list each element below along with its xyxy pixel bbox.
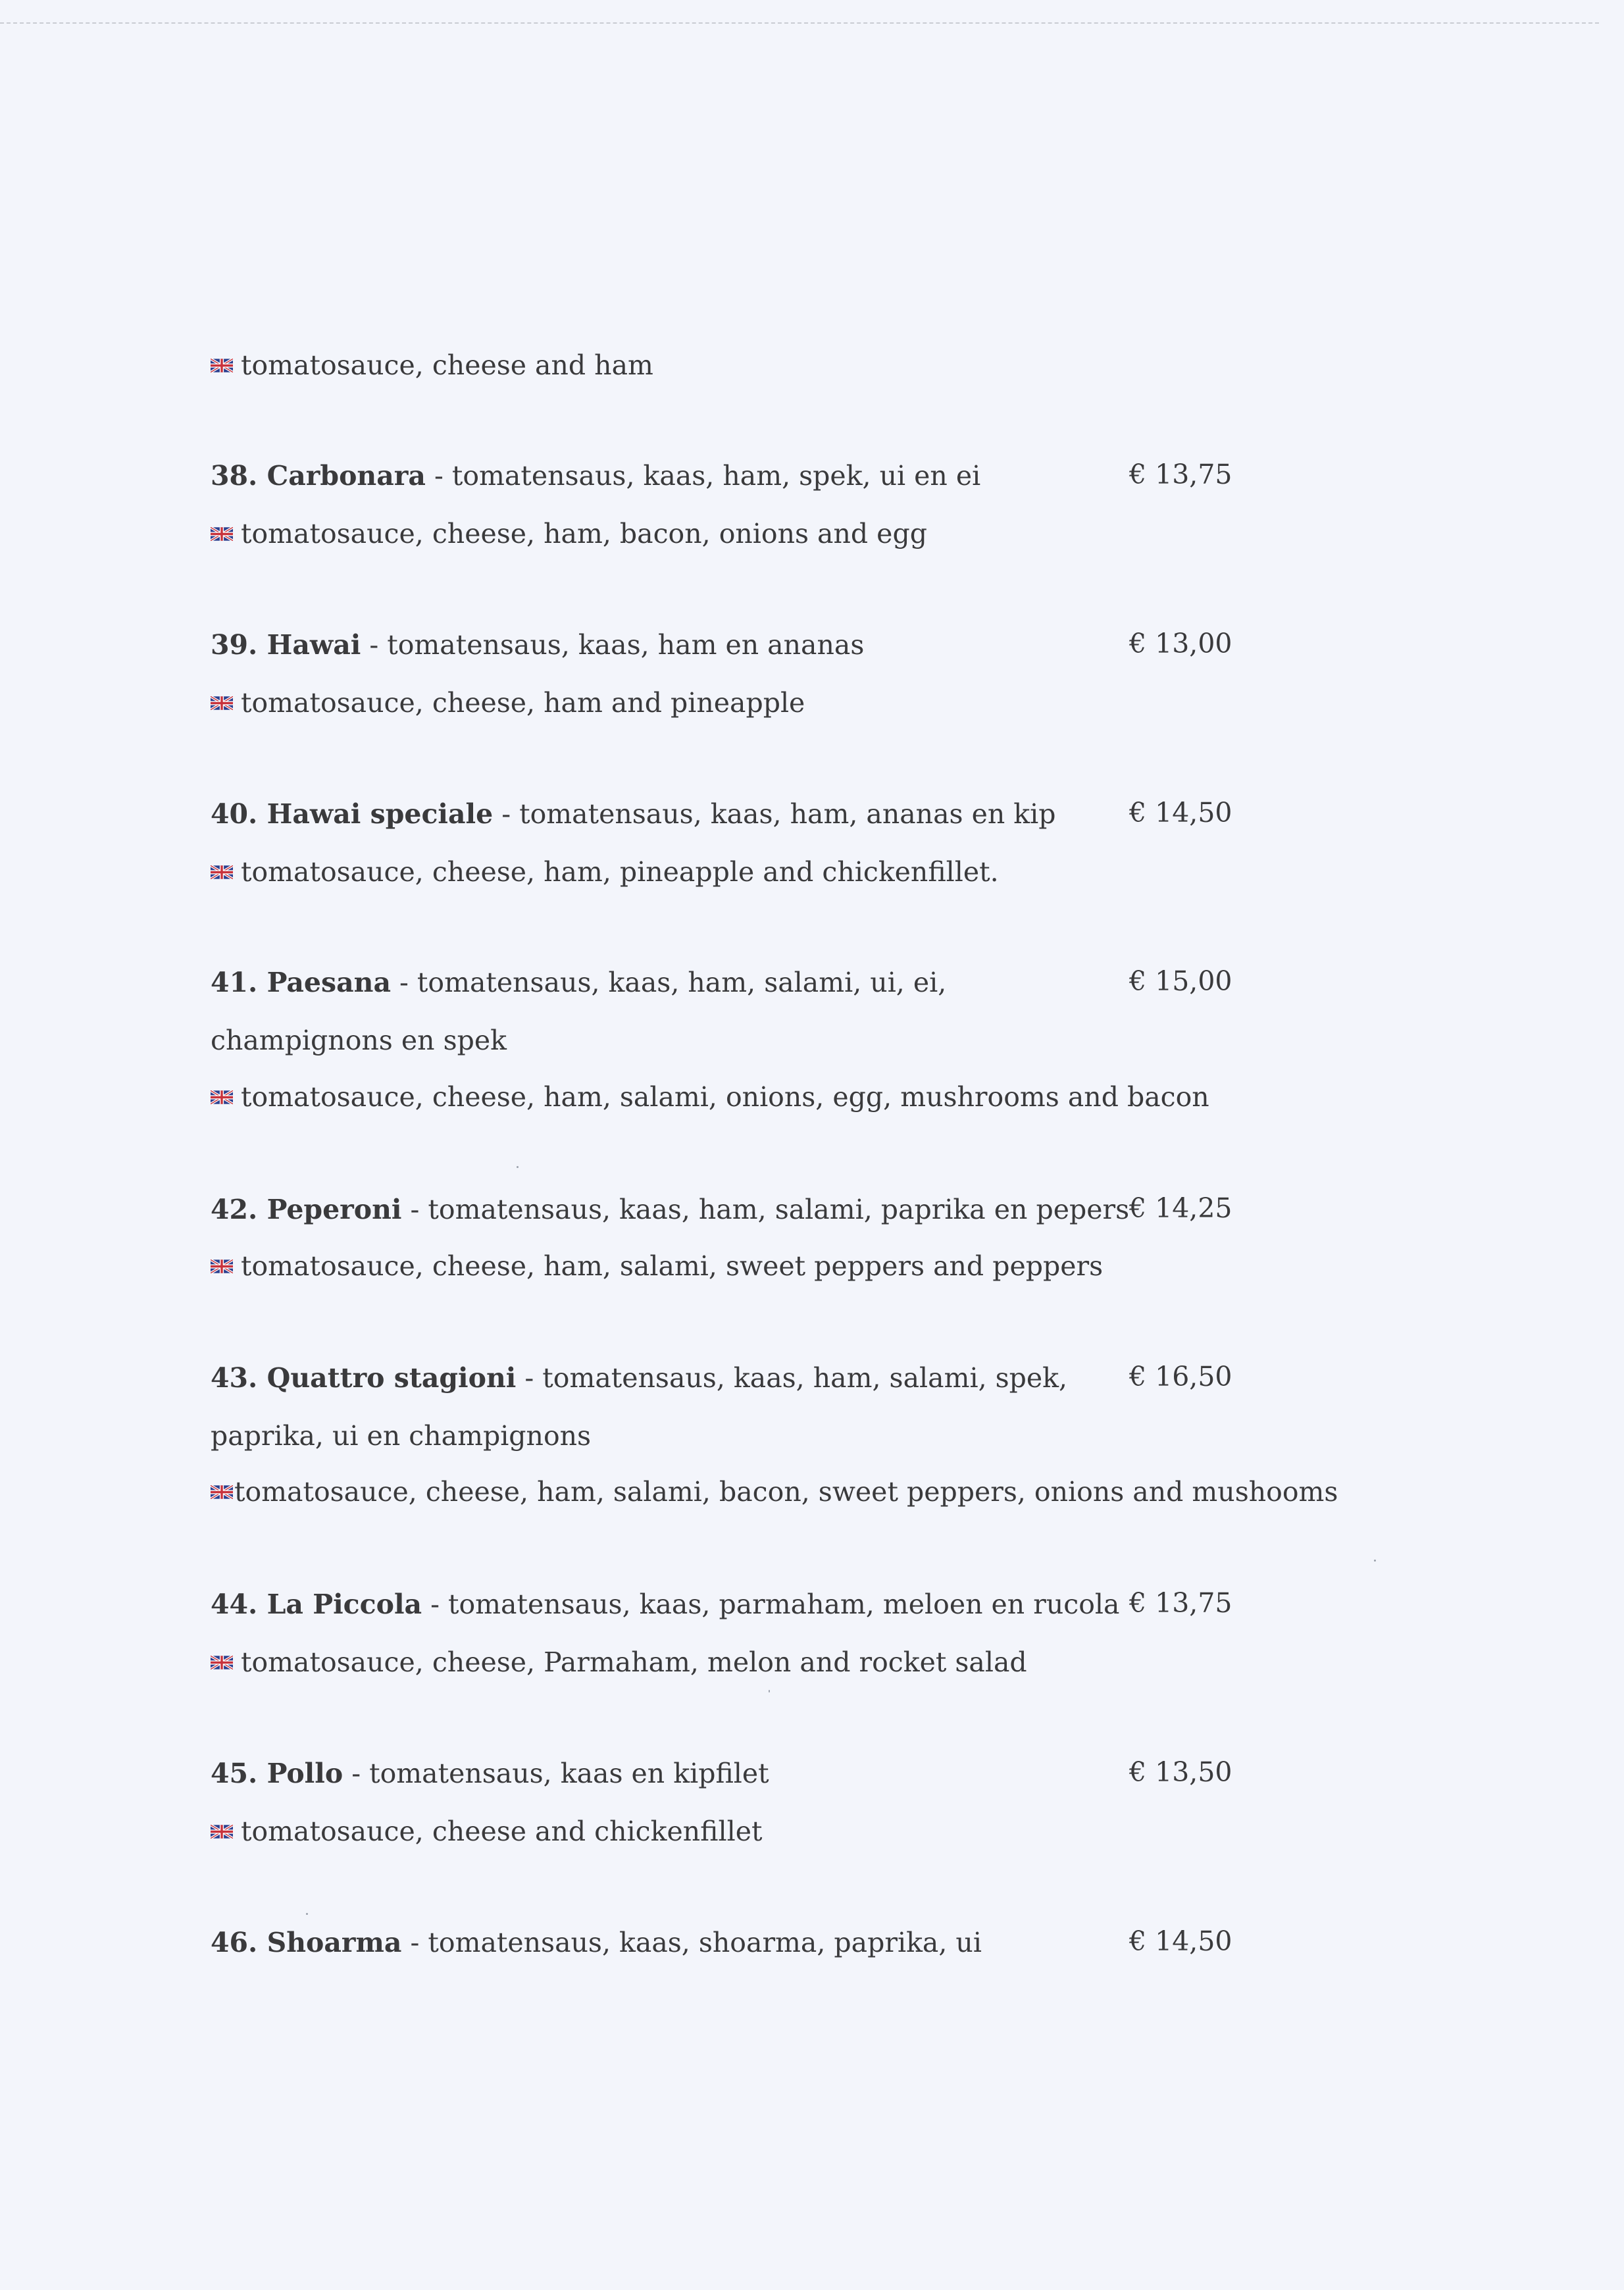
continuation-english-text: tomatosauce, cheese and ham bbox=[241, 349, 653, 381]
item-price: € 13,50 bbox=[1129, 1756, 1232, 1788]
item-english-line bbox=[211, 686, 805, 719]
item-name: 40. Hawai speciale bbox=[211, 798, 494, 830]
scan-speck bbox=[1374, 1560, 1376, 1562]
uk-flag-icon bbox=[211, 1825, 233, 1839]
item-english-line bbox=[211, 517, 927, 550]
item-english-line bbox=[211, 1250, 1103, 1283]
item-price: € 14,50 bbox=[1129, 1925, 1232, 1957]
continuation-english-line bbox=[211, 349, 653, 382]
item-price: € 15,00 bbox=[1129, 965, 1232, 997]
item-description: - tomatensaus, kaas, ham, salami, spek, bbox=[516, 1362, 1068, 1394]
uk-flag-icon bbox=[211, 865, 233, 879]
scan-speck bbox=[306, 1913, 308, 1915]
menu-item-39 bbox=[211, 628, 864, 661]
item-name: 38. Carbonara bbox=[211, 460, 426, 492]
uk-flag-icon bbox=[211, 1260, 233, 1273]
item-english-text: tomatosauce, cheese, ham and pineapple bbox=[241, 687, 805, 719]
uk-flag-icon bbox=[211, 359, 233, 372]
menu-item-45 bbox=[211, 1757, 769, 1790]
item-description: - tomatensaus, kaas, ham en ananas bbox=[361, 629, 865, 661]
scan-speck bbox=[769, 1690, 770, 1692]
uk-flag-icon bbox=[211, 1656, 233, 1669]
item-price: € 14,50 bbox=[1129, 797, 1232, 828]
item-english-text: tomatosauce, cheese, ham, salami, sweet peppers and peppers bbox=[241, 1250, 1104, 1282]
item-english-line bbox=[211, 855, 999, 888]
menu-item-42 bbox=[211, 1193, 1129, 1226]
item-name: 44. La Piccola bbox=[211, 1589, 422, 1620]
item-description: - tomatensaus, kaas, ham, spek, ui en ei bbox=[425, 460, 981, 492]
uk-flag-icon bbox=[211, 1090, 233, 1104]
menu-item-41 bbox=[211, 966, 946, 999]
item-description: - tomatensaus, kaas en kipfilet bbox=[343, 1758, 769, 1789]
item-description: - tomatensaus, kaas, ham, salami, paprika en pepers bbox=[401, 1194, 1130, 1225]
item-name: 45. Pollo bbox=[211, 1758, 343, 1789]
item-price: € 13,75 bbox=[1129, 459, 1232, 490]
item-english-text: tomatosauce, cheese and chickenfillet bbox=[241, 1816, 763, 1847]
item-english-text: tomatosauce, cheese, ham, salami, onions, egg, mushrooms and bacon bbox=[241, 1081, 1209, 1113]
item-price: € 16,50 bbox=[1129, 1361, 1232, 1392]
item-english-text: tomatosauce, cheese, ham, salami, bacon, sweet peppers, onions and mushooms bbox=[234, 1476, 1338, 1508]
item-english-text: tomatosauce, cheese, ham, bacon, onions and egg bbox=[241, 518, 927, 549]
scan-speck bbox=[517, 1166, 519, 1168]
item-name: 46. Shoarma bbox=[211, 1927, 402, 1958]
item-description: - tomatensaus, kaas, shoarma, paprika, ui bbox=[401, 1927, 982, 1958]
item-name: 43. Quattro stagioni bbox=[211, 1362, 517, 1394]
item-description: - tomatensaus, kaas, parmaham, meloen en rucola bbox=[422, 1589, 1120, 1620]
item-english-text: tomatosauce, cheese, ham, pineapple and chickenfillet. bbox=[241, 856, 999, 888]
item-name: 39. Hawai bbox=[211, 629, 361, 661]
item-description: - tomatensaus, kaas, ham, salami, ui, ei, bbox=[391, 967, 947, 998]
item-price: € 14,25 bbox=[1129, 1192, 1232, 1224]
item-english-line bbox=[211, 1475, 1338, 1508]
item-price: € 13,00 bbox=[1129, 628, 1232, 659]
uk-flag-icon bbox=[211, 527, 233, 541]
item-english-text: tomatosauce, cheese, Parmaham, melon and rocket salad bbox=[241, 1646, 1027, 1678]
uk-flag-icon bbox=[211, 1485, 233, 1499]
menu-item-40 bbox=[211, 798, 1056, 830]
menu-item-46 bbox=[211, 1926, 982, 1959]
menu-item-43 bbox=[211, 1361, 1067, 1394]
item-name: 42. Peperoni bbox=[211, 1194, 402, 1225]
item-price: € 13,75 bbox=[1129, 1587, 1232, 1619]
item-description: - tomatensaus, kaas, ham, ananas en kip bbox=[493, 798, 1056, 830]
menu-item-44 bbox=[211, 1588, 1119, 1621]
item-description-continued: champignons en spek bbox=[211, 1025, 507, 1056]
item-english-line bbox=[211, 1815, 762, 1848]
item-english-line bbox=[211, 1081, 1209, 1113]
item-english-line bbox=[211, 1646, 1027, 1679]
item-description-continued: paprika, ui en champignons bbox=[211, 1420, 592, 1452]
item-name: 41. Paesana bbox=[211, 967, 392, 998]
menu-item-38 bbox=[211, 459, 980, 492]
scan-edge-line bbox=[0, 22, 1599, 24]
uk-flag-icon bbox=[211, 696, 233, 710]
